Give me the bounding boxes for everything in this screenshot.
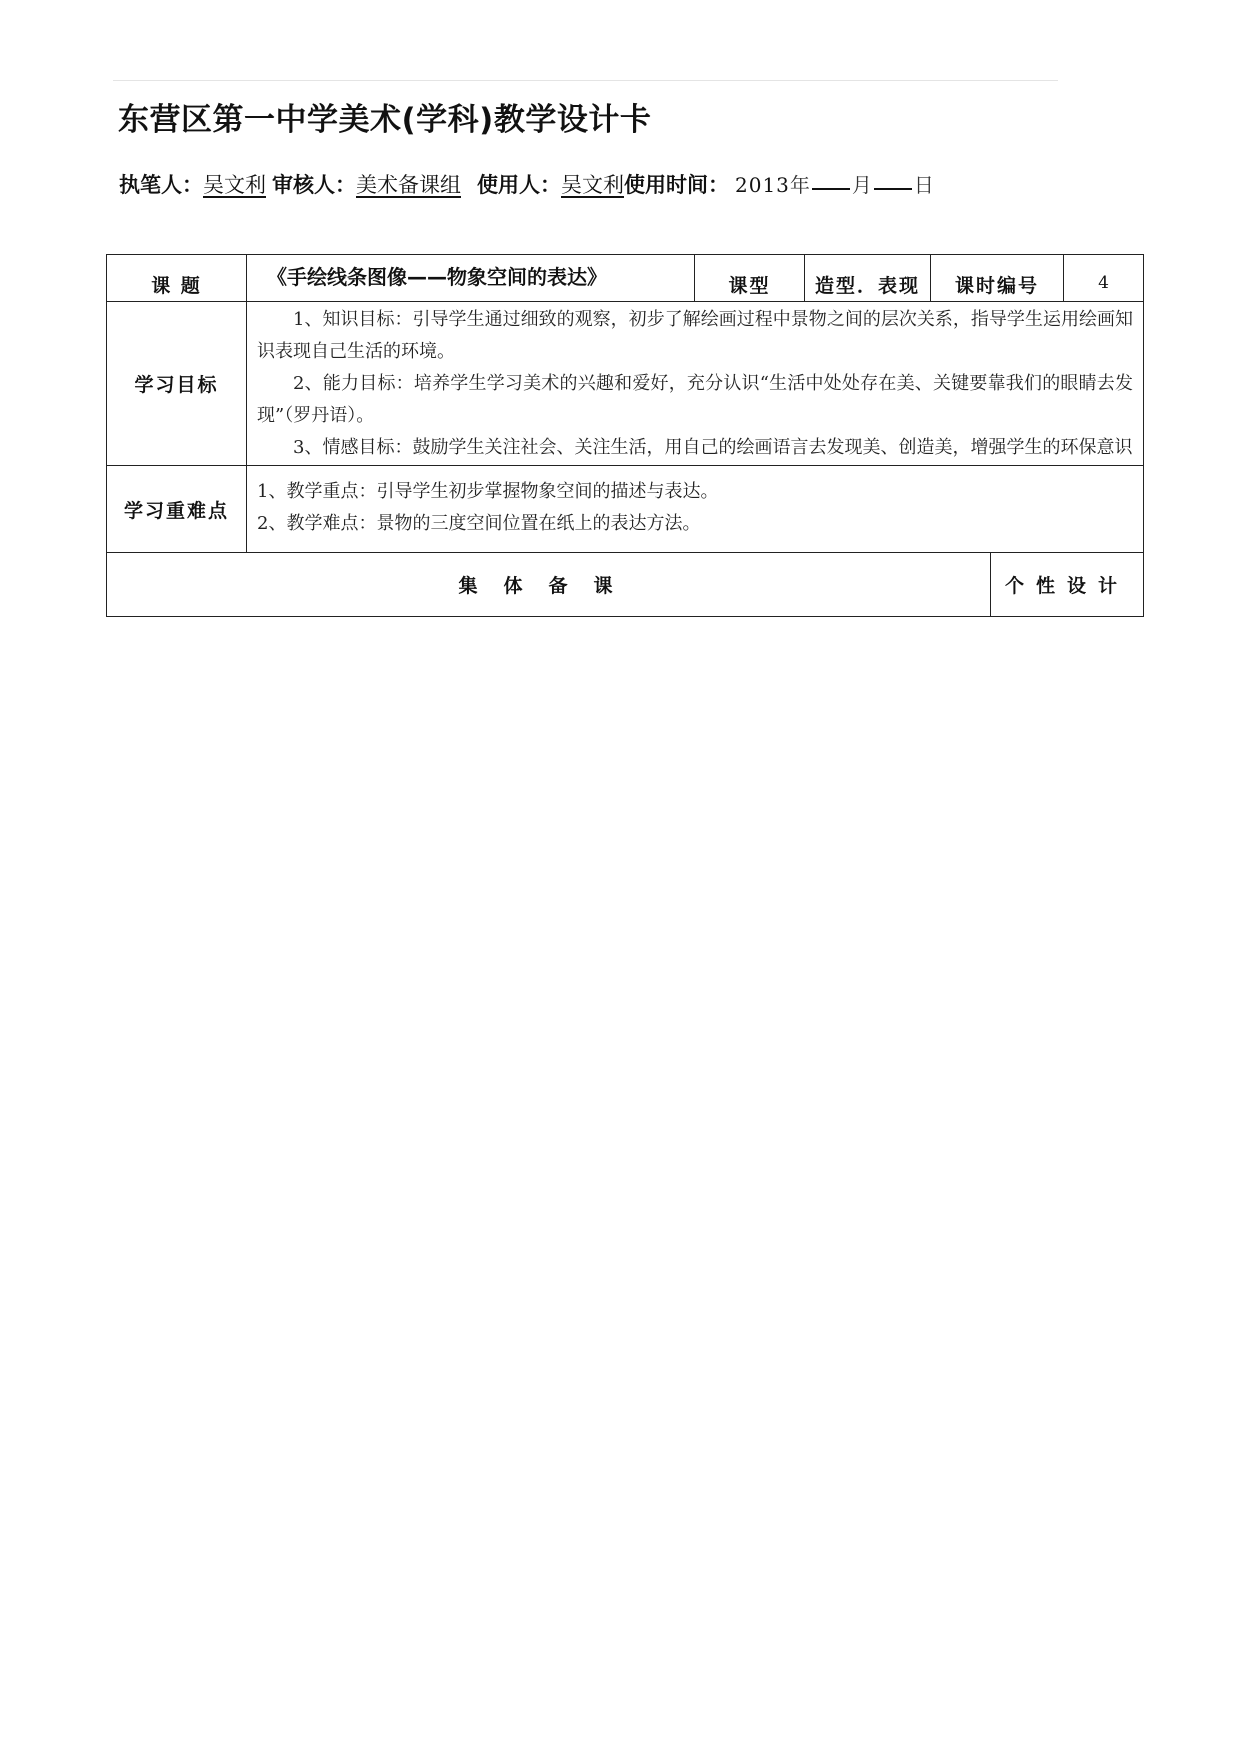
type-header-cell <box>695 255 805 302</box>
topic-header-cell <box>107 255 247 302</box>
topic-cell <box>247 255 695 302</box>
author-value: 吴文利 <box>203 173 266 197</box>
key-points-header: 学习重难点 <box>123 499 229 522</box>
user-label: 使用人： <box>477 173 561 197</box>
top-divider <box>113 80 1058 81</box>
reviewer-value: 美术备课组 <box>356 173 461 197</box>
goals-header: 学习目标 <box>134 374 219 396</box>
topic-row <box>107 255 1144 302</box>
period-value-cell <box>1064 255 1144 302</box>
time-label: 使用时间： <box>624 173 729 197</box>
design-card-table <box>106 254 1144 617</box>
author-label: 执笔人： <box>119 173 203 197</box>
lesson-title: 《手绘线条图像——物象空间的表达》 <box>267 265 607 289</box>
goal-knowledge: 1、知识目标：引导学生通过细致的观察，初步了解绘画过程中景物之间的层次关系，指导学生运用绘画知识表现自己生活的环境。 <box>257 309 1134 362</box>
month-blank <box>812 188 850 190</box>
group-prep-header: 集体备课 <box>458 575 639 597</box>
period-value: 4 <box>1098 273 1109 293</box>
period-header-cell <box>931 255 1064 302</box>
key-points-row <box>107 466 1144 553</box>
key-points-header-cell <box>107 466 247 553</box>
key-point-difficulty: 2、教学难点：景物的三度空间位置在纸上的表达方法。 <box>257 513 701 534</box>
group-prep-cell <box>107 553 991 617</box>
type-header: 课型 <box>728 274 771 297</box>
month-unit: 月 <box>851 173 872 197</box>
meta-line <box>119 169 934 199</box>
type-value: 造型．表现 <box>814 274 920 297</box>
page-title: 东营区第一中学美术(学科)教学设计卡 <box>118 102 652 138</box>
period-header: 课时编号 <box>955 274 1040 297</box>
day-blank <box>874 188 912 190</box>
personal-design-cell <box>991 553 1144 617</box>
goals-cell <box>247 302 1144 466</box>
section-header-row <box>107 553 1144 617</box>
year-value: 2013 <box>735 173 790 197</box>
reviewer-label: 审核人： <box>272 173 356 197</box>
personal-design-header: 个性设计 <box>1005 575 1130 597</box>
key-point-focus: 1、教学重点：引导学生初步掌握物象空间的描述与表达。 <box>257 481 719 502</box>
type-value-cell <box>805 255 931 302</box>
key-points-cell <box>247 466 1144 553</box>
day-unit: 日 <box>913 173 934 197</box>
user-value: 吴文利 <box>561 173 624 197</box>
topic-header: 课 题 <box>151 274 202 297</box>
goal-emotion: 3、情感目标：鼓励学生关注社会、关注生活，用自己的绘画语言去发现美、创造美，增强学生的环保意识 <box>293 437 1133 458</box>
goals-row <box>107 302 1144 466</box>
goal-ability: 2、能力目标：培养学生学习美术的兴趣和爱好，充分认识“生活中处处存在美、关键要靠我们的眼睛去发现”（罗丹语）。 <box>257 373 1134 426</box>
goals-header-cell <box>107 302 247 466</box>
year-unit: 年 <box>789 173 810 197</box>
